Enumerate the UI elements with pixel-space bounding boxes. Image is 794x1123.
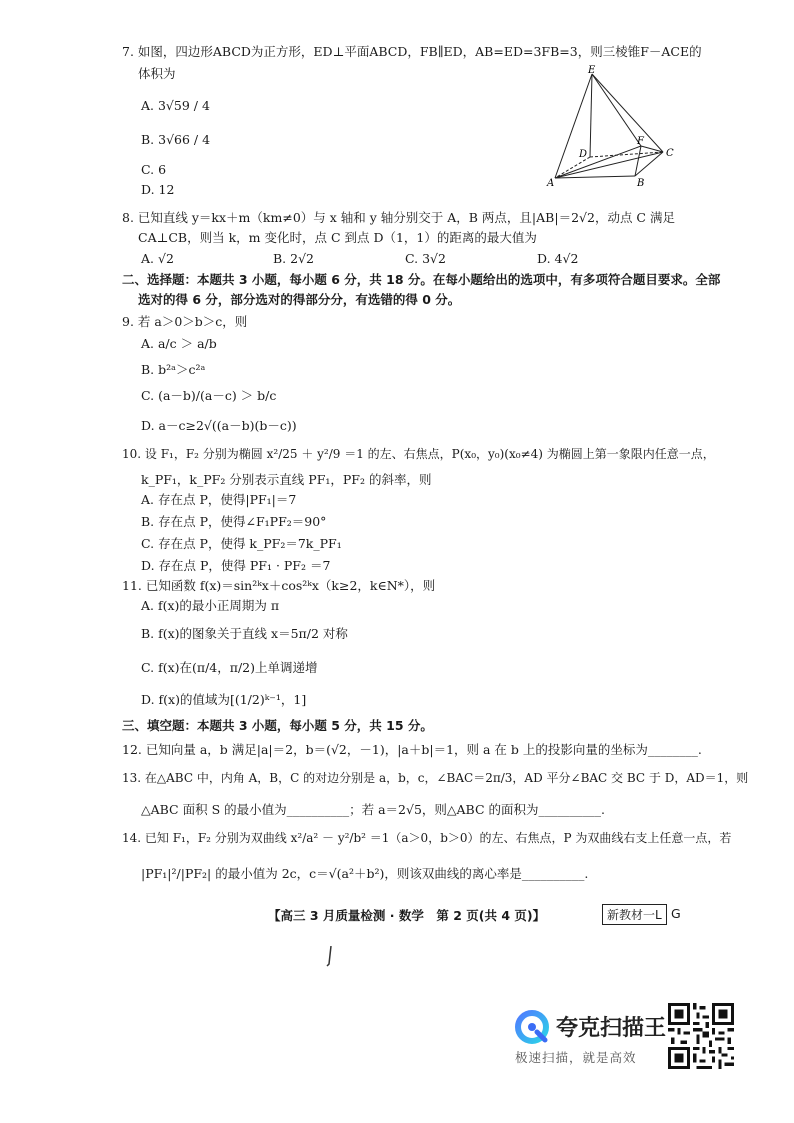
section-2-heading-line2: 选对的得 6 分，部分选对的得部分分，有选错的得 0 分。	[138, 292, 461, 307]
q11-option-c: C. f(x)在(π/4，π/2)上单调递增	[141, 660, 318, 675]
section-3-heading: 三、填空题：本题共 3 小题，每小题 5 分，共 15 分。	[122, 718, 433, 733]
q8-option-b: B. 2√2	[273, 251, 315, 266]
q7-option-b: B. 3√66 / 4	[141, 132, 211, 147]
vertex-label-e: E	[588, 65, 596, 76]
q11-option-b: B. f(x)的图象关于直线 x＝5π/2 对称	[141, 626, 348, 641]
q10-stem-line1: 10. 设 F₁，F₂ 分别为椭圆 x²/25 ＋ y²/9 ＝1 的左、右焦点，P(x₀，y₀)(x₀≠4) 为椭圆上第一象限内任意一点，	[122, 447, 715, 461]
q10-option-a: A. 存在点 P，使得|PF₁|＝7	[141, 492, 297, 507]
q10-stem-line2: k_PF₁，k_PF₂ 分别表示直线 PF₁，PF₂ 的斜率，则	[141, 472, 432, 487]
q8-option-d: D. 4√2	[537, 251, 579, 266]
q11-option-a: A. f(x)的最小正周期为 π	[141, 598, 280, 613]
q10-option-b: B. 存在点 P，使得∠F₁PF₂＝90°	[141, 514, 327, 529]
q8-stem-line2: CA⊥CB，则当 k，m 变化时，点 C 到点 D（1，1）的距离的最大值为	[138, 230, 537, 245]
vertex-label-d: D	[579, 149, 588, 160]
pyramid-figure	[545, 62, 685, 192]
vertex-label-f: F	[637, 136, 644, 147]
q9-option-d: D. a－c≥2√((a－b)(b－c))	[141, 418, 297, 433]
q12-stem: 12. 已知向量 a，b 满足|a|＝2，b＝(√2，－1)，|a＋b|＝1，则 a 在 b 上的投影向量的坐标为________.	[122, 742, 702, 757]
vertex-label-c: C	[666, 148, 674, 159]
q7-stem-line1: 7. 如图，四边形ABCD为正方形，ED⊥平面ABCD，FB∥ED，AB=ED=3FB=3，则三棱锥F－ACE的	[122, 44, 702, 59]
page-footer: 【高三 3 月质量检测 · 数学 第 2 页(共 4 页)】	[268, 908, 546, 923]
q8-option-a: A. √2	[141, 251, 174, 266]
q9-stem: 9. 若 a＞0＞b＞c，则	[122, 314, 248, 329]
scanner-app-name: 夸克扫描王	[556, 1016, 667, 1041]
stray-mark	[326, 946, 334, 968]
q13-stem-line1: 13. 在△ABC 中，内角 A，B，C 的对边分别是 a，b，c，∠BAC＝2π/3，AD 平分∠BAC 交 BC 于 D，AD＝1，则	[122, 771, 749, 785]
edition-badge: 新教材一L	[602, 904, 667, 925]
q8-stem-line1: 8. 已知直线 y＝kx＋m（km≠0）与 x 轴和 y 轴分别交于 A，B 两点，且|AB|＝2√2，动点 C 满足	[122, 210, 675, 225]
section-2-heading-line1: 二、选择题：本题共 3 小题，每小题 6 分，共 18 分。在每小题给出的选项中，有多项符合题目要求。全部	[122, 272, 721, 287]
q9-option-b: B. b²ᵃ＞c²ᵃ	[141, 362, 206, 377]
q14-stem-line2: |PF₁|²/|PF₂| 的最小值为 2c，c＝√(a²＋b²)，则该双曲线的离心率是__________.	[141, 866, 589, 881]
q7-stem-line2: 体积为	[138, 66, 176, 81]
q9-option-c: C. (a－b)/(a－c) ＞ b/c	[141, 388, 277, 403]
q13-stem-line2: △ABC 面积 S 的最小值为__________；若 a＝2√5，则△ABC 的面积为__________.	[141, 802, 605, 817]
scanner-logo-icon	[515, 1010, 549, 1044]
edition-suffix: G	[671, 906, 681, 921]
q8-option-c: C. 3√2	[405, 251, 446, 266]
q10-option-d: D. 存在点 P，使得 PF₁ · PF₂ ＝7	[141, 558, 331, 573]
q7-option-a: A. 3√59 / 4	[141, 98, 210, 113]
q11-stem: 11. 已知函数 f(x)＝sin²ᵏx＋cos²ᵏx（k≥2，k∈N*），则	[122, 578, 436, 593]
q10-option-c: C. 存在点 P，使得 k_PF₂＝7k_PF₁	[141, 536, 342, 551]
vertex-label-a: A	[547, 178, 555, 189]
q11-option-d: D. f(x)的值域为[(1/2)ᵏ⁻¹，1]	[141, 692, 307, 707]
qr-code-icon	[668, 1003, 734, 1069]
q14-stem-line1: 14. 已知 F₁，F₂ 分别为双曲线 x²/a² － y²/b² ＝1（a＞0，b＞0）的左、右焦点，P 为双曲线右支上任意一点，若	[122, 831, 732, 845]
scanner-slogan: 极速扫描，就是高效	[515, 1050, 637, 1065]
q9-option-a: A. a/c ＞ a/b	[141, 336, 217, 351]
q7-option-c: C. 6	[141, 162, 167, 177]
vertex-label-b: B	[637, 178, 645, 189]
q7-option-d: D. 12	[141, 182, 175, 197]
